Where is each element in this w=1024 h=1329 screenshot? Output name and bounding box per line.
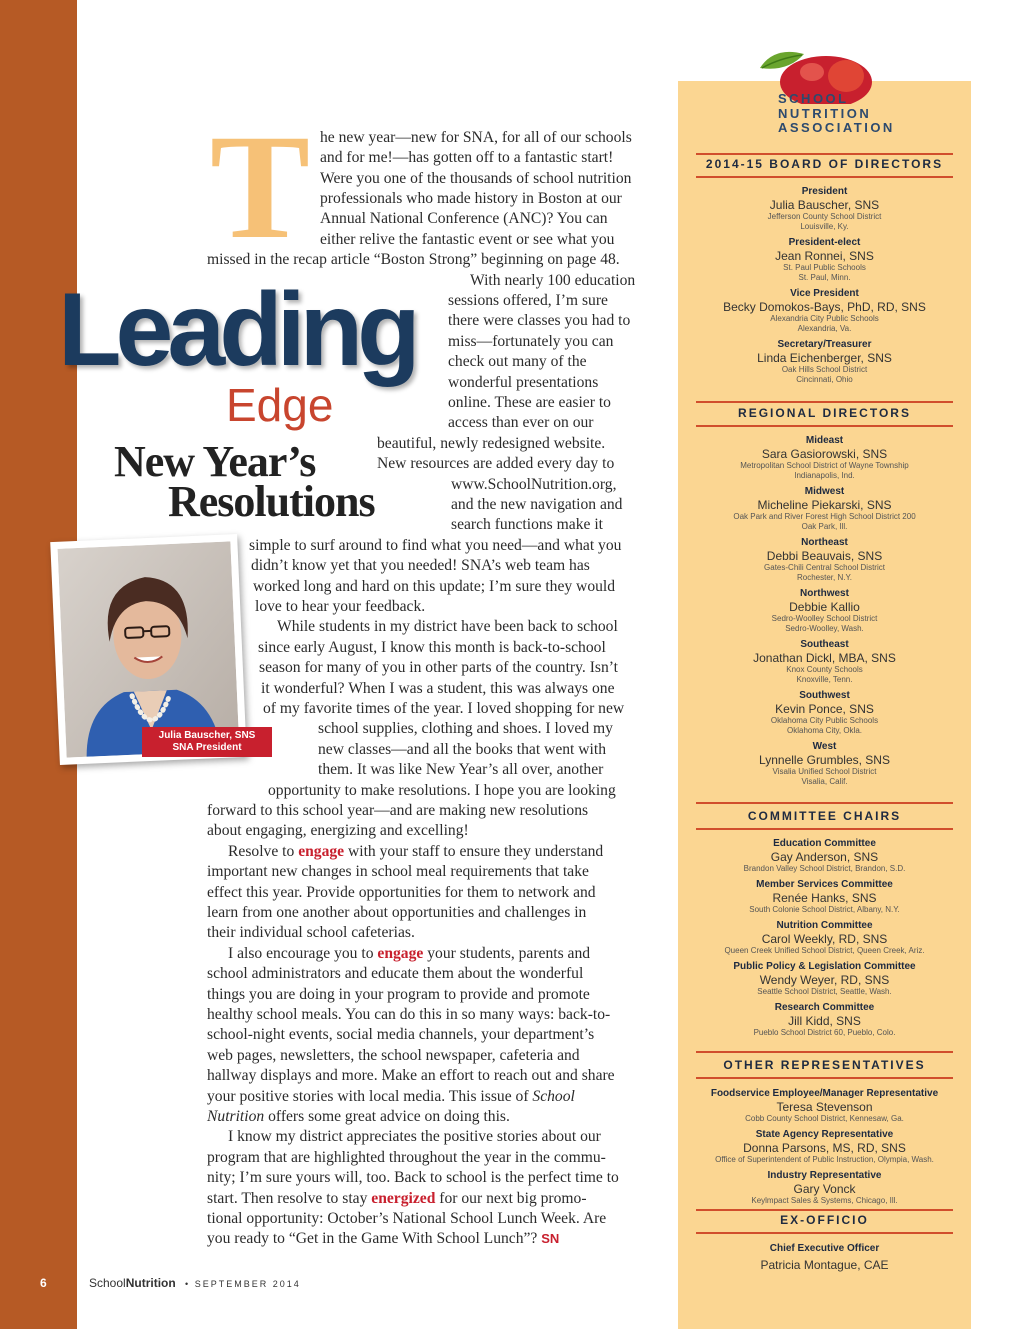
board-name: Linda Eichenberger, SNS <box>757 351 892 365</box>
committee-name: Renée Hanks, SNS <box>772 891 877 905</box>
article-line: of my favorite times of the year. I loved shopping for new <box>263 700 625 717</box>
logo-line-school: SCHOOL <box>778 91 849 106</box>
article-line: since early August, I know this month is back-to-school <box>258 639 606 656</box>
representative-role: Industry Representative <box>767 1170 882 1181</box>
region-detail: Oak Park, Ill. <box>801 522 848 531</box>
representative-role: Foodservice Employee/Manager Representative <box>710 1088 939 1099</box>
region-name: Lynnelle Grumbles, SNS <box>759 753 890 767</box>
article-line: didn’t know yet that you needed! SNA’s web team has <box>251 557 590 574</box>
section-rule <box>696 1077 953 1079</box>
board-detail: St. Paul Public Schools <box>783 263 866 272</box>
article-line: missed in the recap article “Boston Strong” beginning on page 48. <box>207 251 620 268</box>
region-detail: Indianapolis, Ind. <box>794 471 855 480</box>
committee-role: Education Committee <box>773 838 876 849</box>
representative-name: Donna Parsons, MS, RD, SNS <box>743 1141 906 1155</box>
headline-edge: Edge <box>226 379 334 431</box>
section-heading-regional: REGIONAL DIRECTORS <box>738 406 911 420</box>
article-line: Annual National Conference (ANC)? You can <box>320 210 608 227</box>
committee-name: Jill Kidd, SNS <box>788 1014 861 1028</box>
region-detail: Visalia, Calif. <box>801 777 848 786</box>
committee-detail: Seattle School District, Seattle, Wash. <box>757 987 892 996</box>
magazine-title: School <box>532 1088 575 1105</box>
board-name: Julia Bauscher, SNS <box>769 198 880 212</box>
region-name: Kevin Ponce, SNS <box>775 702 874 716</box>
highlight-engage: engage <box>377 945 424 962</box>
article-line: check out many of the <box>448 353 587 370</box>
committee-detail: Queen Creek Unified School District, Queen Creek, Ariz. <box>724 946 925 955</box>
committee-role: Member Services Committee <box>756 879 893 890</box>
representative-name: Gary Vonck <box>793 1182 856 1196</box>
committee-detail: Brandon Valley School District, Brandon, S.D. <box>743 864 906 873</box>
article-line: new classes—and all the books that went with <box>318 741 606 758</box>
representative-detail: Office of Superintendent of Public Instruction, Olympia, Wash. <box>715 1155 934 1164</box>
board-detail: St. Paul, Minn. <box>798 273 851 282</box>
board-role: Secretary/Treasurer <box>777 339 872 350</box>
drop-cap: T <box>210 104 311 270</box>
region-detail: Sedro-Woolley, Wash. <box>785 624 864 633</box>
article-line: opportunity to make resolutions. I hope you are looking <box>268 782 616 799</box>
region-role: Northeast <box>801 537 848 548</box>
article-line: sessions offered, I’m sure <box>448 292 608 309</box>
article-line: there were classes you had to <box>448 312 631 329</box>
region-role: Southwest <box>799 690 850 701</box>
article-line: With nearly 100 education <box>470 272 636 289</box>
board-detail: Louisville, Ky. <box>800 222 849 231</box>
article-line: forward to this school year—and are making new resolutions <box>207 802 589 819</box>
board-role: President <box>801 186 848 197</box>
page-footer <box>89 1276 301 1290</box>
section-heading-committee: COMMITTEE CHAIRS <box>747 809 902 823</box>
section-heading-other: OTHER REPRESENTATIVES <box>723 1058 926 1072</box>
board-role: President-elect <box>788 237 861 248</box>
board-name: Jean Ronnei, SNS <box>775 249 874 263</box>
highlight-energized: energized <box>371 1190 436 1207</box>
region-detail: Rochester, N.Y. <box>797 573 852 582</box>
article-line: miss—fortunately you can <box>448 333 614 350</box>
representative-detail: Keylmpact Sales & Systems, Chicago, Ill. <box>751 1196 898 1205</box>
region-role: Mideast <box>805 435 844 446</box>
article-line <box>207 1087 575 1107</box>
section-rule <box>696 828 953 830</box>
sna-logo-text <box>778 92 895 136</box>
article-line: it wonderful? When I was a student, this was always one <box>261 680 615 697</box>
text-run: offers some great advice on doing this. <box>268 1108 510 1125</box>
article-line: love to hear your feedback. <box>255 598 426 615</box>
caption-name: Julia Bauscher, SNS <box>158 730 256 741</box>
article-line: web pages, newsletters, the school newspaper, cafeteria and <box>207 1047 580 1064</box>
article-line: and for me!—has gotten off to a fantastic start! <box>320 149 614 166</box>
section-heading-exofficio: EX-OFFICIO <box>780 1213 869 1227</box>
highlight-engage: engage <box>298 843 345 860</box>
article-line: tional opportunity: October’s National School Lunch Week. Are <box>207 1210 607 1227</box>
article-line <box>228 842 603 862</box>
representative-name: Teresa Stevenson <box>776 1100 873 1114</box>
committee-detail: Pueblo School District 60, Pueblo, Colo. <box>753 1028 896 1037</box>
article-line: school supplies, clothing and shoes. I loved my <box>318 720 613 737</box>
region-role: Southeast <box>800 639 849 650</box>
board-detail: Cincinnati, Ohio <box>796 375 853 384</box>
article-line <box>207 1189 587 1209</box>
region-detail: Metropolitan School District of Wayne Township <box>740 461 909 470</box>
article-line: I know my district appreciates the positive stories about our <box>228 1128 601 1145</box>
region-name: Micheline Piekarski, SNS <box>757 498 892 512</box>
region-role: Midwest <box>804 486 845 497</box>
committee-name: Gay Anderson, SNS <box>770 850 879 864</box>
section-rule <box>696 1232 953 1234</box>
committee-role: Nutrition Committee <box>776 920 873 931</box>
article-line: season for many of you in other parts of the country. Isn’t <box>259 659 619 676</box>
article-line: program that are highlighted throughout the year in the commu- <box>207 1149 606 1166</box>
article-line: New resources are added every day to <box>377 455 615 472</box>
text-run: your positive stories with local media. This issue of <box>207 1088 529 1105</box>
article-line: important new changes in school meal requirements that take <box>207 863 589 880</box>
region-detail: Sedro-Woolley School District <box>771 614 878 623</box>
region-name: Debbi Beauvais, SNS <box>766 549 883 563</box>
section-heading-board: 2014-15 BOARD OF DIRECTORS <box>705 157 944 171</box>
region-detail: Gates-Chili Central School District <box>764 563 885 572</box>
article-line: he new year—new for SNA, for all of our schools <box>320 129 632 146</box>
headline-subtitle-line2: Resolutions <box>168 477 375 526</box>
section-rule <box>696 802 953 804</box>
board-role: Vice President <box>790 288 859 299</box>
article-line: nity; I’m sure yours will, too. Back to school is the perfect time to <box>207 1169 619 1186</box>
article-line: their individual school cafeterias. <box>207 924 415 941</box>
exofficio-name: Patricia Montague, CAE <box>760 1258 889 1272</box>
text-run: start. Then resolve to stay <box>207 1190 368 1207</box>
region-detail: Knox County Schools <box>786 665 863 674</box>
footer-brand-bold: Nutrition <box>125 1276 176 1290</box>
article-line: things you are doing in your program to provide and promote <box>207 986 590 1003</box>
article-line: school administrators and educate them about the wonderful <box>207 965 584 982</box>
logo-line-association: ASSOCIATION <box>778 120 895 135</box>
region-detail: Oklahoma City Public Schools <box>770 716 879 725</box>
text-run: your students, parents and <box>427 945 591 962</box>
section-rule <box>696 1051 953 1053</box>
section-rule <box>696 1209 953 1211</box>
section-rule <box>696 153 953 155</box>
article-line: either relive the fantastic event or see what you <box>320 231 615 248</box>
section-rule <box>696 425 953 427</box>
article-line: While students in my district have been back to school <box>277 618 618 635</box>
article-line: hallway displays and more. Make an effort to reach out and share <box>207 1067 615 1084</box>
region-detail: Knoxville, Tenn. <box>796 675 853 684</box>
text-run: for our next big promo- <box>439 1190 587 1207</box>
text-run: with your staff to ensure they understand <box>348 843 604 860</box>
region-detail: Oklahoma City, Okla. <box>787 726 862 735</box>
article-line: about engaging, energizing and excelling! <box>207 822 469 839</box>
article-line: effect this year. Provide opportunities for them to network and <box>207 884 596 901</box>
article-line: worked long and hard on this update; I’m sure they would <box>253 578 616 595</box>
article-line: beautiful, newly redesigned website. <box>377 435 606 452</box>
text-run: Resolve to <box>228 843 295 860</box>
article-line: search functions make it <box>451 516 603 533</box>
footer-date: • SEPTEMBER 2014 <box>185 1279 301 1289</box>
headline-leading: Leading <box>58 272 415 388</box>
region-detail: Visalia Unified School District <box>772 767 877 776</box>
headline-subtitle-line1: New Year’s <box>114 437 316 486</box>
board-detail: Oak Hills School District <box>781 365 868 374</box>
article-line: and the new navigation and <box>451 496 623 513</box>
committee-name: Carol Weekly, RD, SNS <box>761 932 888 946</box>
magazine-title: Nutrition <box>207 1108 265 1125</box>
region-name: Jonathan Dickl, MBA, SNS <box>753 651 896 665</box>
text-run: you ready to “Get in the Game With School Lunch”? <box>207 1230 538 1247</box>
committee-name: Wendy Weyer, RD, SNS <box>759 973 890 987</box>
representative-role: State Agency Representative <box>755 1129 894 1140</box>
article-line: online. These are easier to <box>448 394 611 411</box>
footer-brand: School <box>89 1276 126 1290</box>
article-line: wonderful presentations <box>448 374 599 391</box>
article-line <box>207 1229 559 1249</box>
article-line <box>207 1107 510 1127</box>
article-line: simple to surf around to find what you need—and what you <box>249 537 622 554</box>
article-line: access than ever on our <box>448 414 594 431</box>
region-name: Sara Gasiorowski, SNS <box>761 447 888 461</box>
region-role: West <box>812 741 837 752</box>
article-line: them. It was like New Year’s all over, another <box>318 761 604 778</box>
board-detail: Jefferson County School District <box>767 212 882 221</box>
logo-line-nutrition: NUTRITION <box>778 105 872 121</box>
region-detail: Oak Park and River Forest High School District 200 <box>733 512 916 521</box>
article-line: learn from one another about opportunities and challenges in <box>207 904 587 921</box>
article-line: Were you one of the thousands of school nutrition <box>320 170 632 187</box>
article-line: healthy school meals. You can do this in so many ways: back-to- <box>207 1006 611 1023</box>
section-rule <box>696 401 953 403</box>
committee-role: Public Policy & Legislation Committee <box>733 961 916 972</box>
article-line <box>228 944 590 964</box>
article-line: professionals who made history in Boston at our <box>320 190 622 207</box>
text-run: I also encourage you to <box>228 945 374 962</box>
page-number: 6 <box>40 1276 47 1290</box>
region-role: Northwest <box>800 588 849 599</box>
board-name: Becky Domokos-Bays, PhD, RD, SNS <box>723 300 926 314</box>
board-detail: Alexandria City Public Schools <box>770 314 879 323</box>
representative-detail: Cobb County School District, Kennesaw, Ga. <box>745 1114 904 1123</box>
caption-title: SNA President <box>172 742 242 753</box>
committee-role: Research Committee <box>774 1002 875 1013</box>
article-line: school-night events, social media channels, your department’s <box>207 1026 595 1043</box>
board-detail: Alexandria, Va. <box>797 324 852 333</box>
article-line: www.SchoolNutrition.org, <box>451 476 617 493</box>
region-name: Debbie Kallio <box>789 600 860 614</box>
committee-detail: South Colonie School District, Albany, N.Y. <box>749 905 900 914</box>
exofficio-role: Chief Executive Officer <box>769 1243 880 1254</box>
sn-end-mark: SN <box>541 1231 560 1246</box>
section-rule <box>696 176 953 178</box>
